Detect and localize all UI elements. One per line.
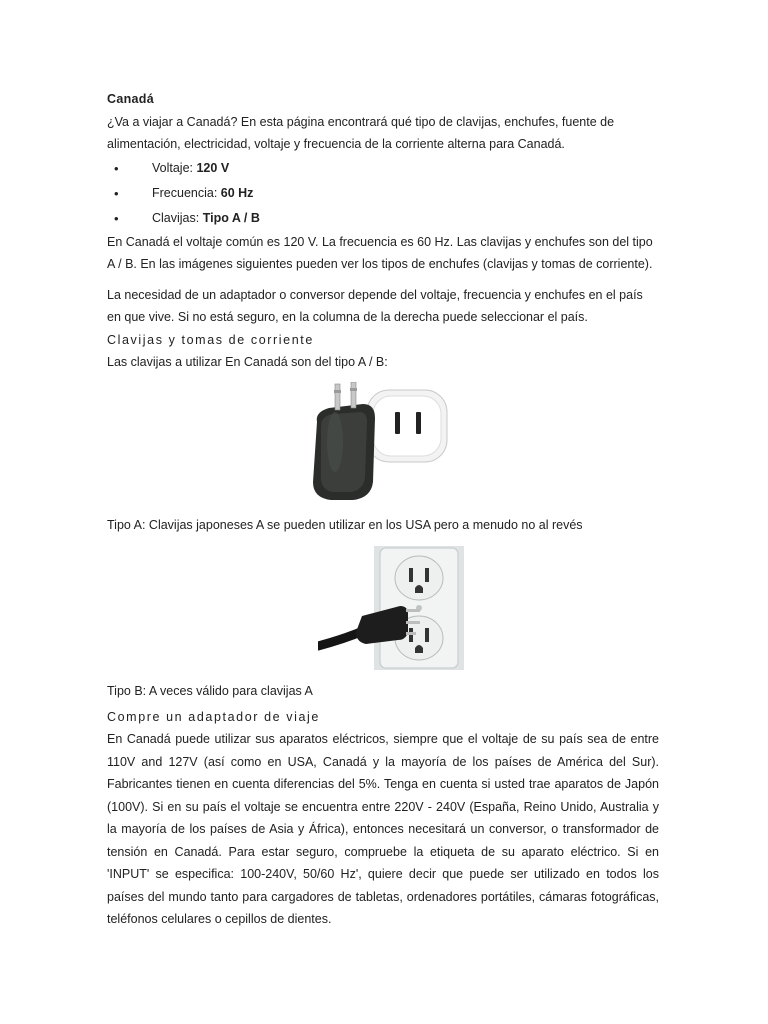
- spec-item-frequency: [107, 181, 659, 206]
- caption-type-b: Tipo B: A veces válido para clavijas A: [107, 683, 313, 698]
- spec-label: Clavijas:: [152, 210, 203, 225]
- section-heading-plugs: Clavijas y tomas de corriente: [107, 332, 314, 347]
- intro-paragraph: ¿Va a viajar a Canadá? En esta página encontrará qué tipo de clavijas, enchufes, fuente de alimentación, electricidad, voltaje y frecuencia de la corriente alterna para Canadá.: [107, 114, 615, 151]
- plug-types-paragraph: Las clavijas a utilizar En Canadá son del tipo A / B:: [107, 355, 388, 369]
- spec-item-plugs: [107, 206, 659, 231]
- type-a-plug-image: [307, 382, 449, 504]
- adapter-paragraph: La necesidad de un adaptador o conversor depende del voltaje, frecuencia y enchufes en el país en que vive. Si no está seguro, en la columna de la derecha puede seleccionar el país.: [107, 287, 643, 324]
- figure-type-b: [97, 540, 659, 676]
- spec-label: Frecuencia:: [152, 185, 221, 200]
- page-title: Canadá: [107, 92, 154, 106]
- document-page: [107, 88, 659, 931]
- spec-list: [107, 156, 659, 231]
- section-heading-adapter: Compre un adaptador de viaje: [107, 709, 320, 724]
- spec-value: 120 V: [196, 160, 230, 175]
- spec-item-voltage: [107, 156, 659, 181]
- spec-value: Tipo A / B: [202, 210, 260, 225]
- adapter-details-paragraph: En Canadá puede utilizar sus aparatos eléctricos, siempre que el voltaje de su país sea de entre 110V and 127V (así como en USA, Canadá y la mayoría de los países de América del Sur). Fabricantes tienen en cuenta diferencias del 5%. Tenga en cuenta si usted trae aparatos de Japón (100V). Si en su país el voltaje se encuentra entre 220V - 240V (España, Reino Unido, Australia y la mayoría de los países de Asia y África), entonces necesitará un conversor, o transformador de tensión en Canadá. Para estar seguro, compruebe la etiqueta de su aparato eléctrico. Si en 'INPUT' se especifica: 100-240V, 50/60 Hz', quiere decir que puede ser utilizado en todos los países del mundo tanto para cargadores de tabletas, ordenadores portátiles, cámaras fotográficas, teléfonos celulares o cepillos de dientes.: [107, 732, 659, 926]
- voltage-paragraph: En Canadá el voltaje común es 120 V. La frecuencia es 60 Hz. Las clavijas y enchufes son del tipo A / B. En las imágenes siguientes pueden ver los tipos de enchufes (clavijas y tomas de corriente).: [107, 234, 653, 271]
- figure-type-a: [97, 374, 659, 510]
- spec-label: Voltaje:: [152, 160, 197, 175]
- caption-type-a: Tipo A: Clavijas japoneses A se pueden utilizar en los USA pero a menudo no al revés: [107, 517, 583, 532]
- type-b-outlet-image: [318, 546, 464, 670]
- spec-value: 60 Hz: [220, 185, 254, 200]
